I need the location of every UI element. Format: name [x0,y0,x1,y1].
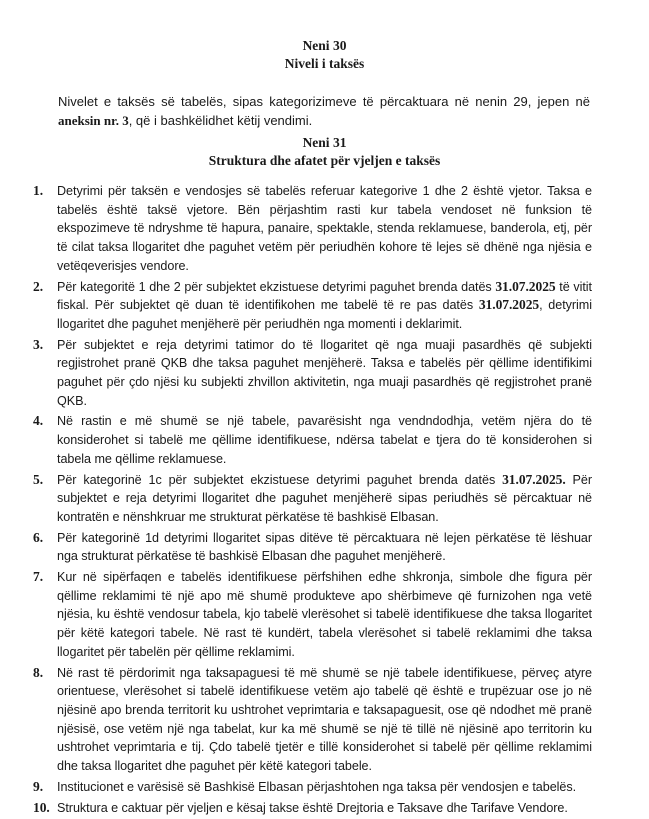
list-item [33,336,592,411]
list-item [33,529,592,566]
item-text: Për subjektet e reja detyrimi tatimor do të llogaritet që nga muaji pasardhës që subjekti regjistrohet pranë QKB dhe taksa paguhet menjëherë. Taksa e tabelës për qëllime identifikimi paguhet për çdo njësi ku subjekti zhvillon aktivitetin, nga muaji pasardhës që regjistrohet pranë QKB. [57,337,592,408]
list-item [33,568,592,662]
article-30-number: Neni 30 [302,38,347,53]
item-number: 5. [33,471,44,487]
item-text-part1: Për kategoritë 1 dhe 2 për subjektet ekzistuese detyrimi paguhet brenda datës [57,279,496,294]
item-number: 7. [33,569,44,585]
article-30-title: Niveli i taksës [284,56,365,71]
item-number: 4. [33,413,44,429]
item-text: Institucionet e varësisë së Bashkisë Elbasan përjashtohen nga taksa për vendosjen e tabelës. [57,779,577,794]
item-number: 8. [33,664,44,680]
article-31-title: Struktura dhe afatet për vjeljen e taksës [208,153,441,168]
item-text-part2: të vitit fiskal. Për subjektet që duan të identifikohen me tabelë të re pas datës [57,279,592,313]
article-30-annex-ref: aneksin nr. 3 [58,113,129,128]
item-number: 9. [33,778,44,794]
article-30-intro-after: , që i bashkëlidhet këtij vendimi. [128,113,313,128]
item-number: 10. [33,799,50,815]
item-text: Struktura e caktuar për vjeljen e kësaj takse është Drejtoria e Taksave dhe Tarifave Vendore. [57,800,568,815]
item-text-part3: , detyrimi llogaritet dhe paguhet menjëherë për periudhën nga momenti i deklarimit. [57,298,592,331]
item-number: 6. [33,529,44,545]
item-number: 3. [33,336,44,352]
list-item [33,278,592,334]
item-number: 1. [33,183,44,198]
deadline-date: 31.07.2025 [495,278,556,294]
item-text-part2: Për subjektet e reja detyrimi llogaritet dhe paguhet menjëherë sipas periudhës së përcaktuar në kontratën e nënshkruar me strukturat përkatëse të bashkisë Elbasan. [57,472,592,524]
deadline-date: 31.07.2025 [478,297,540,313]
item-text: Kur në sipërfaqen e tabelës identifikuese përfshihen edhe shkronja, simbole dhe figura për qëllime reklamimi të një apo më shumë produkteve apo shërbimeve që furnizohen nga vetë njësia, ku është vendosur tabela, kjo tabelë vlerësohet si tabelë identifikuese dhe taksa llogaritet për këtë kategori tabele. Në rast të kundërt, tabela vlerësohet si tabelë reklamimi dhe taksa llogaritet për tabelën për qëllime reklamimi. [57,570,592,659]
item-text: Për kategorinë 1d detyrimi llogaritet sipas ditëve të përcaktuara në lejen përkatëse të lëshuar nga strukturat përkatëse të bashkisë Elbasan dhe paguhet menjëherë. [57,530,592,564]
list-item [33,182,592,276]
item-text: Detyrimi për taksën e vendosjes së tabelës referuar kategorive 1 dhe 2 është vjetor. Taksa e tabelës është taksë vjetore. Bën përjashtim rasti kur tabela vendoset në funksion të ekspozimeve të ndryshme të hapura, panaire, spektakle, stenda reklamuese, banderola, etj, për të cilat taksa llogaritet dhe paguhet vetëm për periudhën kohore të lejes së dhënë nga njësia e vetëqeverisjes vendore. [57,184,592,273]
article-30-intro-before: Nivelet e taksës së tabelës, sipas kategorizimeve të përcaktuara në nenin 29, jepen në [58,94,590,109]
article-31-number: Neni 31 [302,135,347,150]
article-31-list [33,182,592,819]
item-number: 2. [33,278,44,294]
list-item [33,471,592,527]
deadline-date: 31.07.2025. [502,471,566,487]
list-item [33,799,592,818]
list-item [33,664,592,776]
item-text: Në rastin e më shumë se një tabele, pavarësisht nga vendndodhja, vetëm njëra do të konsiderohet si tabelë me qëllime identifikuese, ndërsa tabelat e tjera do të konsiderohen si tabela me qëllime reklamuese. [57,414,592,466]
list-item [33,412,592,468]
item-text-part1: Për kategorinë 1c për subjektet ekzistuese detyrimi paguhet brenda datës [57,472,503,487]
item-text: Në rast të përdorimit nga taksapaguesi të më shumë se një tabele identifikuese, përveç atyre orientuese, vlerësohet si tabelë identifikuese vetëm ajo tabelë që është e trupëzuar ose jo në njësinë apo brenda territorit ku ushtrohet veprimtaria e taksapaguesit, ose që ndodhet më pranë njësisë, ose vetëm një nga tabelat, kur ka më shumë se një të tillë në njësinë apo territorin ku ushtrohet veprimtaria e tij. Çdo tabelë tjetër e tillë konsiderohet si tabelë për qëllime reklamimi dhe taksa llogaritet dhe paguhet për këtë kategori tabele. [57,665,592,774]
list-item [33,778,592,797]
article-30-body [58,92,590,130]
